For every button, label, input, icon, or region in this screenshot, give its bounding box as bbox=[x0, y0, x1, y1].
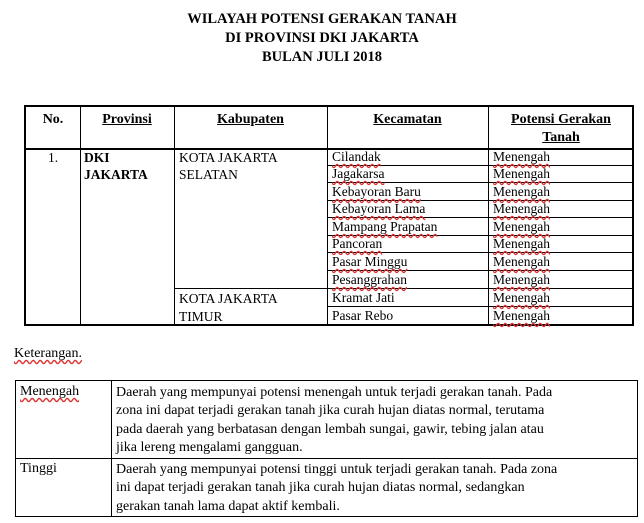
legend-desc-line: Daerah yang mempunyai potensi menengah untuk terjadi gerakan tanah. Pada bbox=[116, 385, 553, 400]
potensi-cell: Menengah bbox=[493, 290, 550, 305]
title-line-3: BULAN JULI 2018 bbox=[261, 49, 383, 65]
legend-column-divider bbox=[111, 381, 112, 516]
legend-desc-line: gerakan tanah lama dapat aktif kembali. bbox=[116, 498, 340, 514]
kabupaten-1-line1: KOTA JAKARTA bbox=[179, 150, 278, 165]
legend-term-tinggi: Tinggi bbox=[20, 461, 57, 476]
kabupaten-2-line2: TIMUR bbox=[179, 309, 223, 324]
header-potensi-line2: Tanah bbox=[542, 130, 580, 145]
potensi-cell: Menengah bbox=[493, 184, 550, 199]
document-title bbox=[0, 10, 644, 67]
potensi-table bbox=[24, 105, 634, 326]
potensi-cell: Menengah bbox=[493, 236, 550, 251]
potensi-cell: Menengah bbox=[493, 166, 550, 181]
kecamatan-cell: Pesanggrahan bbox=[332, 272, 407, 287]
kabupaten-2-line1: KOTA JAKARTA bbox=[179, 291, 278, 306]
potensi-cell: Menengah bbox=[493, 219, 550, 234]
header-kecamatan: Kecamatan bbox=[373, 112, 442, 127]
legend-desc-line: zona ini dapat terjadi gerakan tanah jika curah hujan diatas normal, terutama bbox=[116, 403, 545, 419]
header-no: No. bbox=[42, 112, 64, 127]
table-header-row bbox=[26, 107, 632, 150]
legend-row-divider bbox=[16, 458, 637, 459]
provinsi-line2: JAKARTA bbox=[84, 167, 148, 182]
potensi-cell: Menengah bbox=[493, 272, 550, 287]
provinsi-line1: DKI bbox=[84, 150, 110, 165]
kecamatan-cell: Kebayoran Lama bbox=[332, 201, 426, 216]
kecamatan-cell: Kebayoran Baru bbox=[332, 184, 421, 199]
legend-table bbox=[15, 380, 638, 517]
legend-desc-tinggi bbox=[116, 461, 634, 516]
potensi-cell: Menengah bbox=[493, 308, 550, 323]
potensi-cell: Menengah bbox=[493, 254, 550, 269]
row-number: 1. bbox=[47, 150, 59, 165]
title-line-2: DI PROVINSI DKI JAKARTA bbox=[225, 30, 419, 46]
legend-desc-line: ini dapat terjadi gerakan tanah jika curah hujan diatas normal, sedangkan bbox=[116, 480, 525, 496]
legend-term-menengah: Menengah bbox=[20, 384, 80, 399]
potensi-cell: Menengah bbox=[493, 149, 550, 164]
kecamatan-cell: Jagakarsa bbox=[332, 166, 385, 181]
kecamatan-cell: Kramat Jati bbox=[332, 290, 395, 305]
legend-desc-line: pada daerah yang berbatasan dengan lembah sungai, gawir, tebing jalan atau bbox=[116, 421, 544, 437]
keterangan-label: Keterangan. bbox=[14, 346, 83, 361]
kabupaten-1-line2: SELATAN bbox=[179, 167, 238, 182]
title-line-1: WILAYAH POTENSI GERAKAN TANAH bbox=[187, 11, 457, 27]
kecamatan-cell: Pasar Minggu bbox=[332, 254, 408, 269]
header-provinsi: Provinsi bbox=[102, 112, 152, 127]
kecamatan-cell: Pancoran bbox=[332, 236, 383, 251]
kecamatan-cell: Cilandak bbox=[332, 149, 381, 164]
header-potensi-line1: Potensi Gerakan bbox=[511, 112, 611, 127]
kecamatan-cell: Mampang Prapatan bbox=[332, 219, 438, 234]
kecamatan-cell: Pasar Rebo bbox=[332, 308, 394, 323]
header-kabupaten: Kabupaten bbox=[217, 112, 284, 127]
legend-desc-line: jika lereng mengalami gangguan. bbox=[116, 440, 303, 456]
potensi-cell: Menengah bbox=[493, 201, 550, 216]
legend-desc-menengah bbox=[116, 384, 634, 458]
legend-desc-line: Daerah yang mempunyai potensi tinggi untuk terjadi gerakan tanah. Pada zona bbox=[116, 462, 558, 477]
